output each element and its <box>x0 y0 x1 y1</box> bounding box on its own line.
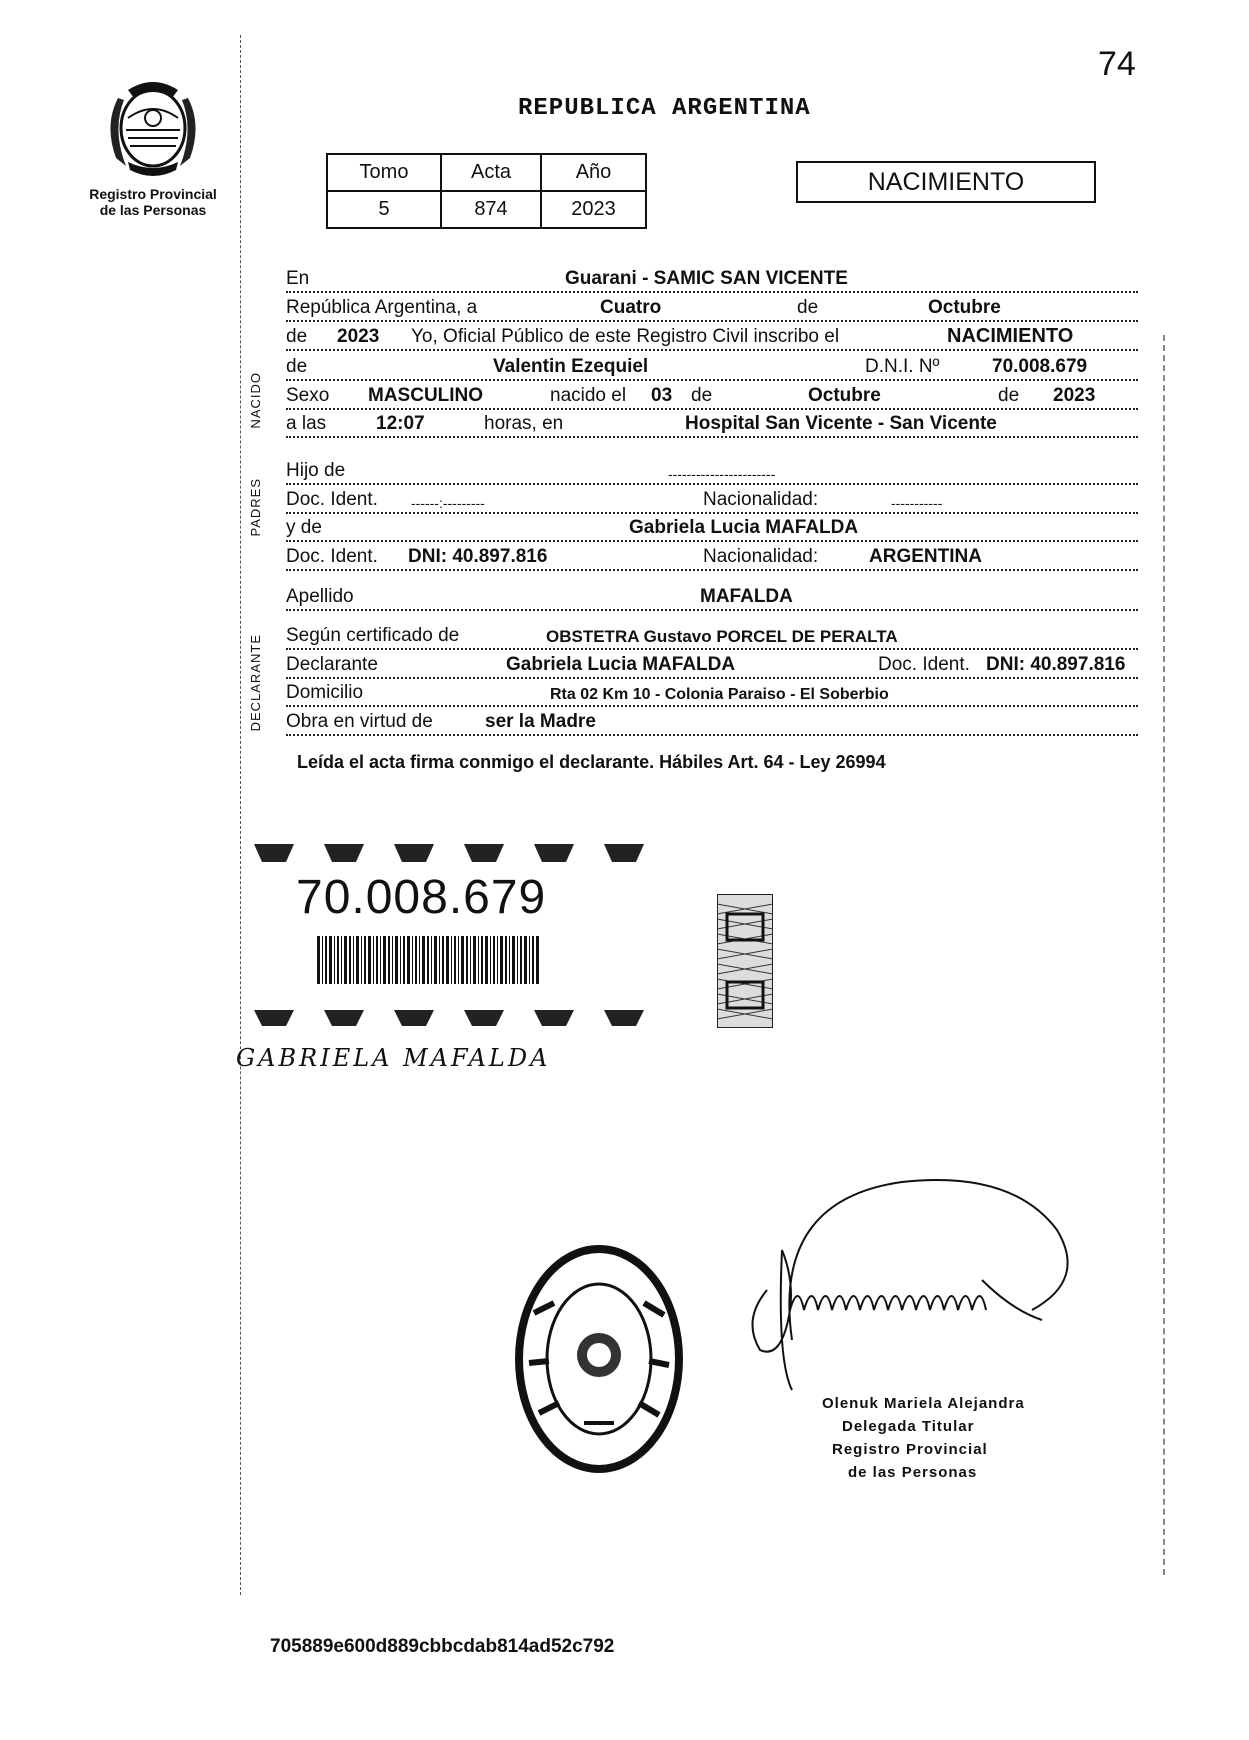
tomo-value: 5 <box>327 191 441 228</box>
row-obra: Obra en virtud de ser la Madre <box>286 708 1138 736</box>
hora-value: 12:07 <box>376 413 425 434</box>
handwritten-signature-text: GABRIELA MAFALDA <box>236 1044 551 1072</box>
signer-title: Delegada Titular <box>842 1418 975 1435</box>
signer-name: Olenuk Mariela Alejandra <box>822 1395 1025 1412</box>
nombre-value: Valentin Ezequiel <box>493 356 649 377</box>
row-doc-padre: Doc. Ident. ------:--------- Nacionalidad: ----------- <box>286 486 1138 514</box>
nac-madre-value: ARGENTINA <box>869 546 982 567</box>
obra-value: ser la Madre <box>485 711 596 732</box>
signer-block <box>822 1392 1025 1484</box>
nac-dia-value: 03 <box>651 385 673 406</box>
inscribe-value: NACIMIENTO <box>947 325 1074 347</box>
decl-doc-value: DNI: 40.897.816 <box>986 654 1126 675</box>
tomo-header: Tomo <box>327 154 441 191</box>
doc-padre-value: ------:--------- <box>411 495 485 511</box>
row-hora: a las 12:07 horas, en Hospital San Vicente - San Vicente <box>286 410 1138 438</box>
anio-header: Año <box>541 154 646 191</box>
row-nombre: de Valentin Ezequiel D.N.I. Nº 70.008.679 <box>286 353 1138 381</box>
side-label-nacido: NACIDO <box>248 372 263 429</box>
row-en: En Guarani - SAMIC SAN VICENTE <box>286 265 1138 293</box>
lugar-value: Hospital San Vicente - San Vicente <box>685 413 997 434</box>
signer-institution-2: de las Personas <box>848 1464 978 1481</box>
official-signature-icon <box>712 1160 1084 1410</box>
row-sexo: Sexo MASCULINO nacido el 03 de Octubre de 2023 <box>286 382 1138 410</box>
official-stamp-icon <box>514 1243 684 1475</box>
provincial-coat-of-arms-icon <box>98 70 208 182</box>
domicilio-value: Rta 02 Km 10 - Colonia Paraiso - El Soberbio <box>550 686 889 703</box>
dni-value: 70.008.679 <box>992 356 1088 377</box>
declarante-value: Gabriela Lucia MAFALDA <box>506 654 736 675</box>
acta-header: Acta <box>441 154 541 191</box>
acta-value: 874 <box>441 191 541 228</box>
row-certificado: Según certificado de OBSTETRA Gustavo PORCEL DE PERALTA <box>286 622 1138 650</box>
side-label-padres: PADRES <box>248 478 263 537</box>
row-fecha: República Argentina, a Cuatro de Octubre <box>286 294 1138 322</box>
row-madre: y de Gabriela Lucia MAFALDA <box>286 514 1138 542</box>
left-margin-line <box>240 35 241 1595</box>
logo-text: Registro Provincial de las Personas <box>89 186 217 218</box>
en-value: Guarani - SAMIC SAN VICENTE <box>565 268 848 289</box>
row-inscripcion: de 2023 Yo, Oficial Público de este Registro Civil inscribo el NACIMIENTO <box>286 323 1138 351</box>
signer-institution: Registro Provincial <box>832 1441 988 1458</box>
barcode-icon <box>317 936 542 984</box>
barcode-number: 70.008.679 <box>296 871 547 924</box>
registry-table <box>326 153 647 229</box>
row-hijo: Hijo de ----------------------- <box>286 457 1138 485</box>
right-margin-line <box>1163 335 1165 1575</box>
year-value: 2023 <box>337 326 380 347</box>
nac-anio-value: 2023 <box>1053 385 1096 406</box>
page-number: 74 <box>1098 45 1136 83</box>
closing-text: Leída el acta firma conmigo el declarante. Hábiles Art. 64 - Ley 26994 <box>297 752 886 772</box>
registry-logo <box>78 70 228 218</box>
row-doc-madre: Doc. Ident. DNI: 40.897.816 Nacionalidad: ARGENTINA <box>286 543 1138 571</box>
row-declarante: Declarante Gabriela Lucia MAFALDA Doc. Ident. DNI: 40.897.816 <box>286 651 1138 679</box>
document-hash: 705889e600d889cbbcdab814ad52c792 <box>270 1636 615 1657</box>
security-seal-icon <box>717 894 773 1028</box>
hijo-value: ----------------------- <box>668 466 776 482</box>
row-domicilio: Domicilio Rta 02 Km 10 - Colonia Paraiso - El Soberbio <box>286 679 1138 707</box>
doc-madre-value: DNI: 40.897.816 <box>408 546 548 567</box>
mes-value: Octubre <box>928 297 1001 318</box>
row-apellido: Apellido MAFALDA <box>286 583 1138 611</box>
nac-padre-value: ----------- <box>891 495 943 511</box>
act-type-box: NACIMIENTO <box>796 161 1096 203</box>
anio-value: 2023 <box>541 191 646 228</box>
nac-mes-value: Octubre <box>808 385 881 406</box>
side-label-declarante: DECLARANTE <box>248 634 263 732</box>
madre-value: Gabriela Lucia MAFALDA <box>629 517 859 538</box>
country-title: REPUBLICA ARGENTINA <box>518 95 811 122</box>
dia-value: Cuatro <box>600 297 662 318</box>
certificado-value: OBSTETRA Gustavo PORCEL DE PERALTA <box>546 627 898 646</box>
sexo-value: MASCULINO <box>368 385 484 406</box>
apellido-value: MAFALDA <box>700 586 793 607</box>
